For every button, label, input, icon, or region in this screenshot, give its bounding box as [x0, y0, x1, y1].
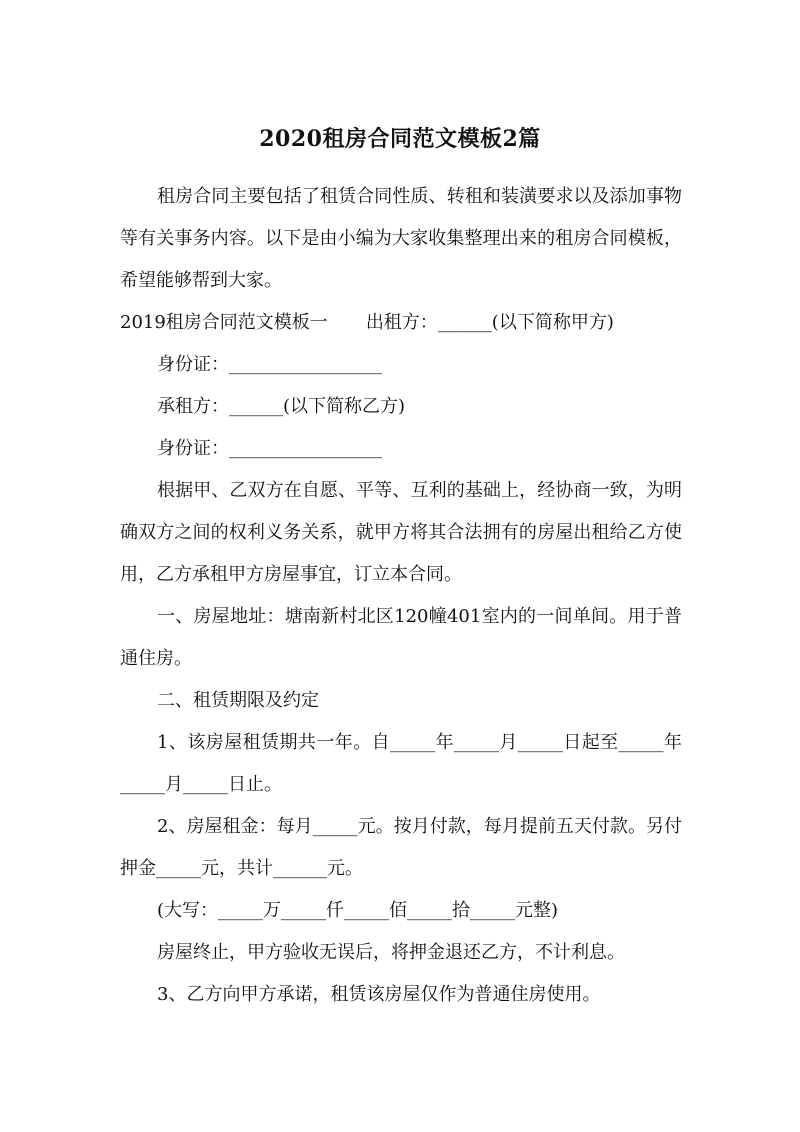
preamble-paragraph: 根据甲、乙双方在自愿、平等、互利的基础上，经协商一致，为明确双方之间的权利义务关系，就甲方将其合法拥有的房屋出租给乙方使用，乙方承租甲方房屋事宜，订立本合同。	[120, 480, 682, 585]
clause-2-heading: 二、租赁期限及约定	[157, 690, 319, 711]
document-body	[120, 176, 682, 1016]
clause-2-3: 3、乙方向甲方承诺，租赁该房屋仅作为普通住房使用。	[157, 984, 601, 1005]
document-title: 2020租房合同范文模板2篇	[259, 126, 541, 152]
lessor-line: 出租方：______(以下简称甲方)	[365, 312, 614, 333]
clause-2-2-amount-in-words: (大写：_____万_____仟_____佰_____拾_____元整)	[157, 900, 559, 921]
clause-2-2: 2、房屋租金：每月_____元。按月付款，每月提前五天付款。另付押金_____元，共计______元。	[120, 816, 682, 879]
clause-1: 一、房屋地址：塘南新村北区120幢401室内的一间单间。用于普通住房。	[120, 606, 682, 669]
lessee-line: 承租方：______(以下简称乙方)	[157, 396, 406, 417]
template-heading-row	[120, 302, 682, 344]
clause-2-1: 1、该房屋租赁期共一年。自_____年_____月_____日起至_____年_____月_____日止。	[120, 732, 682, 795]
template-heading: 2019租房合同范文模板一	[120, 312, 328, 333]
lessor-id-line: 身份证：_________________	[157, 354, 382, 375]
intro-paragraph: 租房合同主要包括了租赁合同性质、转租和装潢要求以及添加事物等有关事务内容。以下是由小编为大家收集整理出来的租房合同模板，希望能够帮到大家。	[120, 186, 682, 291]
clause-2-2-deposit-refund: 房屋终止，甲方验收无误后，将押金退还乙方，不计利息。	[157, 942, 625, 963]
lessee-id-line: 身份证：_________________	[157, 438, 382, 459]
